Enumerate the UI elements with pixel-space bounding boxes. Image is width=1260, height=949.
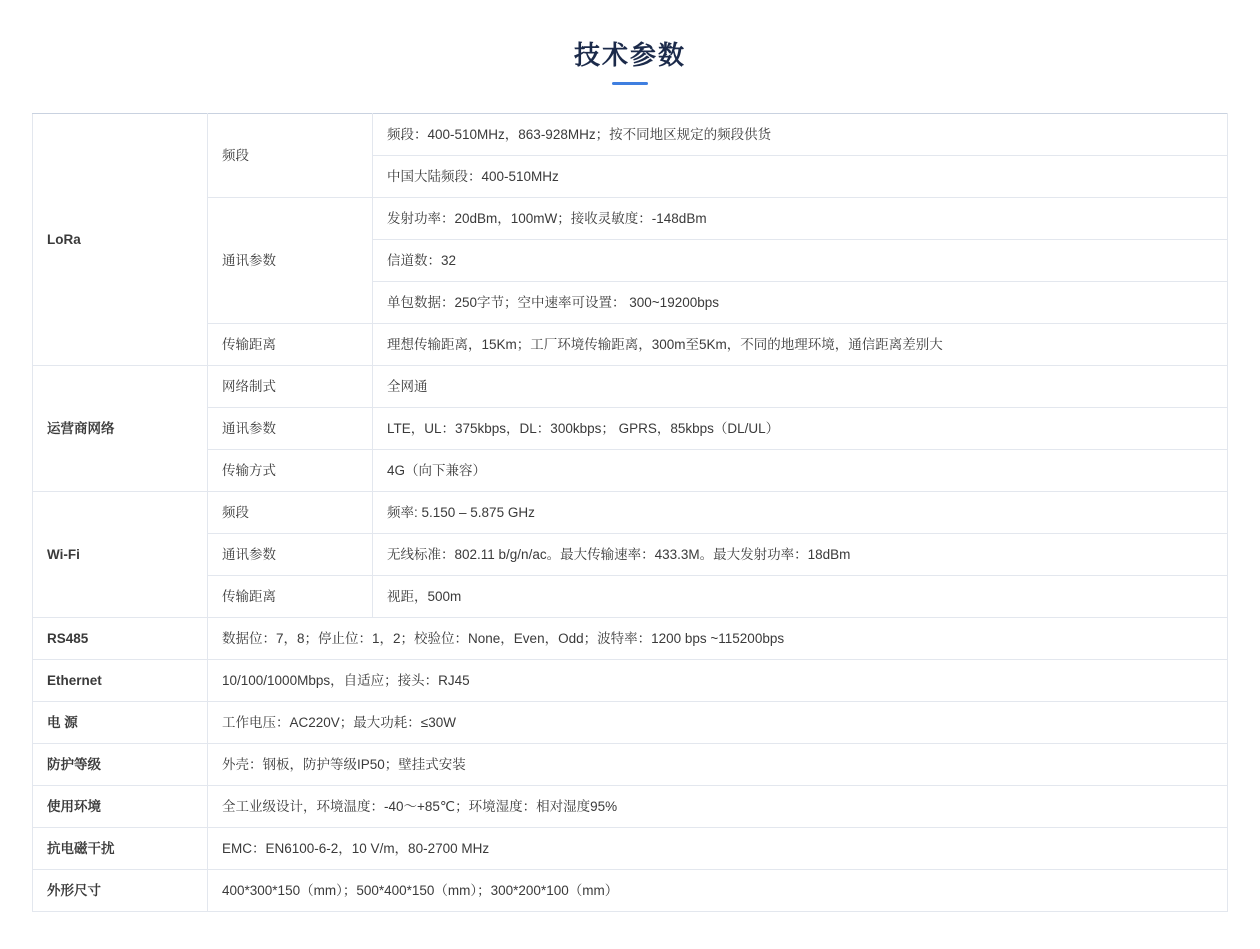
table-row xyxy=(33,450,1228,492)
value-cell: 单包数据：250字节；空中速率可设置： 300~19200bps xyxy=(373,282,1228,324)
table-row xyxy=(33,534,1228,576)
value-cell: 中国大陆频段：400-510MHz xyxy=(373,156,1228,198)
value-cell: 发射功率：20dBm，100mW；接收灵敏度：-148dBm xyxy=(373,198,1228,240)
table-row xyxy=(33,114,1228,156)
spec-table-wrap xyxy=(32,113,1228,912)
value-cell: 理想传输距离，15Km；工厂环境传输距离，300m至5Km，不同的地理环境，通信距离差别大 xyxy=(373,324,1228,366)
category-cell: 电 源 xyxy=(33,702,208,744)
value-cell: 视距，500m xyxy=(373,576,1228,618)
table-row xyxy=(33,492,1228,534)
table-row xyxy=(33,702,1228,744)
value-cell: 4G（向下兼容） xyxy=(373,450,1228,492)
table-row xyxy=(33,366,1228,408)
value-cell: 数据位：7，8；停止位：1，2；校验位：None，Even，Odd；波特率：1200 bps ~115200bps xyxy=(208,618,1228,660)
table-row xyxy=(33,408,1228,450)
value-cell: 信道数：32 xyxy=(373,240,1228,282)
category-cell: 抗电磁干扰 xyxy=(33,828,208,870)
table-row xyxy=(33,786,1228,828)
value-cell: 10/100/1000Mbps，自适应；接头：RJ45 xyxy=(208,660,1228,702)
table-row xyxy=(33,198,1228,240)
value-cell: 频段：400-510MHz，863-928MHz；按不同地区规定的频段供货 xyxy=(373,114,1228,156)
category-cell: Ethernet xyxy=(33,660,208,702)
spec-table xyxy=(32,113,1228,912)
sub-category-cell: 频段 xyxy=(208,114,373,198)
value-cell: EMC：EN6100-6-2，10 V/m，80-2700 MHz xyxy=(208,828,1228,870)
table-row xyxy=(33,576,1228,618)
table-row xyxy=(33,744,1228,786)
sub-category-cell: 通讯参数 xyxy=(208,408,373,450)
value-cell: 全工业级设计，环境温度：-40～+85℃；环境湿度：相对湿度95% xyxy=(208,786,1228,828)
value-cell: 工作电压：AC220V；最大功耗：≤30W xyxy=(208,702,1228,744)
table-row xyxy=(33,324,1228,366)
table-row xyxy=(33,618,1228,660)
page-title: 技术参数 xyxy=(573,40,686,70)
sub-category-cell: 通讯参数 xyxy=(208,198,373,324)
sub-category-cell: 传输距离 xyxy=(208,576,373,618)
table-row xyxy=(33,660,1228,702)
category-cell: LoRa xyxy=(33,114,208,366)
category-cell: 使用环境 xyxy=(33,786,208,828)
table-row xyxy=(33,870,1228,912)
value-cell: 无线标准：802.11 b/g/n/ac。最大传输速率：433.3M。最大发射功率：18dBm xyxy=(373,534,1228,576)
value-cell: LTE，UL：375kbps，DL：300kbps； GPRS，85kbps（DL/UL） xyxy=(373,408,1228,450)
category-cell: RS485 xyxy=(33,618,208,660)
table-row xyxy=(33,828,1228,870)
page-header xyxy=(0,0,1260,85)
title-underline xyxy=(612,82,648,85)
sub-category-cell: 网络制式 xyxy=(208,366,373,408)
sub-category-cell: 通讯参数 xyxy=(208,534,373,576)
spec-table-body xyxy=(33,114,1228,912)
category-cell: 运营商网络 xyxy=(33,366,208,492)
sub-category-cell: 频段 xyxy=(208,492,373,534)
value-cell: 频率: 5.150 – 5.875 GHz xyxy=(373,492,1228,534)
value-cell: 外壳：钢板，防护等级IP50；壁挂式安装 xyxy=(208,744,1228,786)
value-cell: 全网通 xyxy=(373,366,1228,408)
sub-category-cell: 传输距离 xyxy=(208,324,373,366)
category-cell: 防护等级 xyxy=(33,744,208,786)
sub-category-cell: 传输方式 xyxy=(208,450,373,492)
category-cell: 外形尺寸 xyxy=(33,870,208,912)
value-cell: 400*300*150（mm）；500*400*150（mm）；300*200*100（mm） xyxy=(208,870,1228,912)
category-cell: Wi-Fi xyxy=(33,492,208,618)
